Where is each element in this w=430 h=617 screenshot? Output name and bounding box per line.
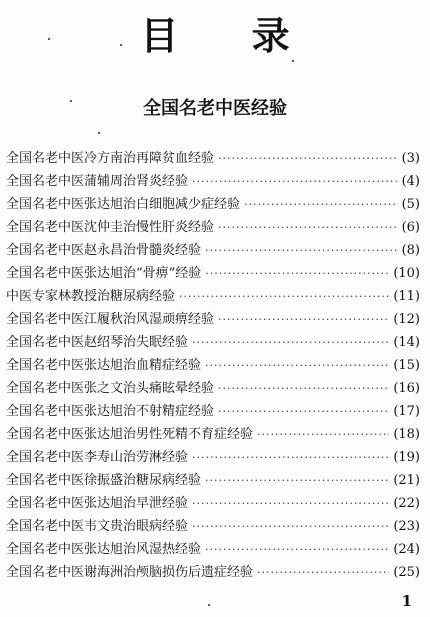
toc-entry <box>6 285 420 308</box>
toc-entry <box>6 331 420 354</box>
toc-entry-title: 全国名老中医张达旭治不射精症经验 <box>6 404 215 419</box>
toc-entry <box>6 147 420 170</box>
toc-entry-page: (15) <box>393 358 420 373</box>
toc-leader-dots <box>218 147 398 170</box>
toc-leader-dots <box>257 561 389 584</box>
toc-entry <box>6 308 420 331</box>
toc-entry-page: (5) <box>401 197 420 212</box>
toc-entry-title: 全国名老中医张达旭治男性死精不育症经验 <box>6 427 254 442</box>
toc-entry-page: (18) <box>393 427 420 442</box>
toc-entry-page: (10) <box>393 266 420 281</box>
toc-entry-page: (24) <box>393 542 420 557</box>
toc-entry-page: (6) <box>401 220 420 235</box>
toc-entry-title: 全国名老中医谢海洲治颅脑损伤后遗症经验 <box>6 565 254 580</box>
toc-leader-dots <box>205 262 389 285</box>
toc-leader-dots <box>244 193 398 216</box>
toc-leader-dots <box>257 423 389 446</box>
toc-entry <box>6 469 420 492</box>
toc-entry <box>6 538 420 561</box>
toc-entry <box>6 354 420 377</box>
toc-leader-dots <box>205 354 389 377</box>
toc-entry-page: (8) <box>401 243 420 258</box>
toc-leader-dots <box>192 515 389 538</box>
toc-entry-title: 全国名老中医李寿山治劳淋经验 <box>6 450 189 465</box>
toc-leader-dots <box>205 538 389 561</box>
toc-entry-page: (21) <box>393 473 420 488</box>
toc-entry-page: (25) <box>393 565 420 580</box>
page-number: 1 <box>401 592 412 610</box>
toc-entry-title: 全国名老中医张达旭治“骨痹”经验 <box>6 266 202 281</box>
toc-leader-dots <box>192 170 398 193</box>
toc-entry <box>6 262 420 285</box>
toc-entry <box>6 446 420 469</box>
toc-leader-dots <box>218 308 389 331</box>
toc-leader-dots <box>218 400 389 423</box>
toc-entry-title: 中医专家林教授治糖尿病经验 <box>6 289 176 304</box>
section-title: 全国名老中医经验 <box>143 98 287 119</box>
scan-speck <box>208 604 210 606</box>
toc-entry-title: 全国名老中医张达旭治血精症经验 <box>6 358 202 373</box>
toc-entry-title: 全国名老中医徐振盛治糖尿病经验 <box>6 473 202 488</box>
toc-entry-title: 全国名老中医张达旭治早泄经验 <box>6 496 189 511</box>
toc-entry <box>6 170 420 193</box>
toc-entry <box>6 400 420 423</box>
toc-leader-dots <box>218 377 389 400</box>
scan-speck <box>120 44 122 46</box>
toc-entry-title: 全国名老中医韦文贵治眼病经验 <box>6 519 189 534</box>
toc-entry-title: 全国名老中医冷方南治再障贫血经验 <box>6 151 215 166</box>
toc-leader-dots <box>192 331 389 354</box>
toc-leader-dots <box>179 285 389 308</box>
toc-entry <box>6 239 420 262</box>
scan-speck <box>98 132 100 134</box>
toc-entry-page: (4) <box>401 174 420 189</box>
page-title: 目 录 <box>140 14 320 58</box>
toc-leader-dots <box>218 216 398 239</box>
toc-entry <box>6 561 420 584</box>
toc-entry-page: (3) <box>401 151 420 166</box>
toc-entry-page: (14) <box>393 335 420 350</box>
toc-entry-page: (22) <box>393 496 420 511</box>
scan-speck <box>70 100 72 102</box>
toc-entry-page: (17) <box>393 404 420 419</box>
toc-entry-title: 全国名老中医张达旭治风湿热经验 <box>6 542 202 557</box>
toc-leader-dots <box>192 446 389 469</box>
toc-entry <box>6 377 420 400</box>
toc-entry-page: (19) <box>393 450 420 465</box>
toc-entry-title: 全国名老中医赵绍琴治失眠经验 <box>6 335 189 350</box>
toc-entry-page: (16) <box>393 381 420 396</box>
scan-speck <box>292 60 294 62</box>
toc-entry-page: (11) <box>393 289 420 304</box>
toc-entry-title: 全国名老中医张达旭治白细胞减少症经验 <box>6 197 241 212</box>
toc-entry-title: 全国名老中医蒲辅周治肾炎经验 <box>6 174 189 189</box>
toc-entry-title: 全国名老中医沈仲圭治慢性肝炎经验 <box>6 220 215 235</box>
toc-entry-title: 全国名老中医江履秋治风湿顽痹经验 <box>6 312 215 327</box>
toc-leader-dots <box>205 469 389 492</box>
toc-entry <box>6 492 420 515</box>
toc-entry <box>6 515 420 538</box>
toc-entry <box>6 423 420 446</box>
table-of-contents <box>6 147 420 584</box>
toc-leader-dots <box>205 239 398 262</box>
toc-entry-title: 全国名老中医张之文治头痛眩晕经验 <box>6 381 215 396</box>
toc-leader-dots <box>192 492 389 515</box>
scan-speck <box>48 38 50 40</box>
toc-entry-page: (23) <box>393 519 420 534</box>
toc-entry <box>6 216 420 239</box>
toc-entry-page: (12) <box>393 312 420 327</box>
toc-entry-title: 全国名老中医赵永昌治骨髓炎经验 <box>6 243 202 258</box>
toc-entry <box>6 193 420 216</box>
